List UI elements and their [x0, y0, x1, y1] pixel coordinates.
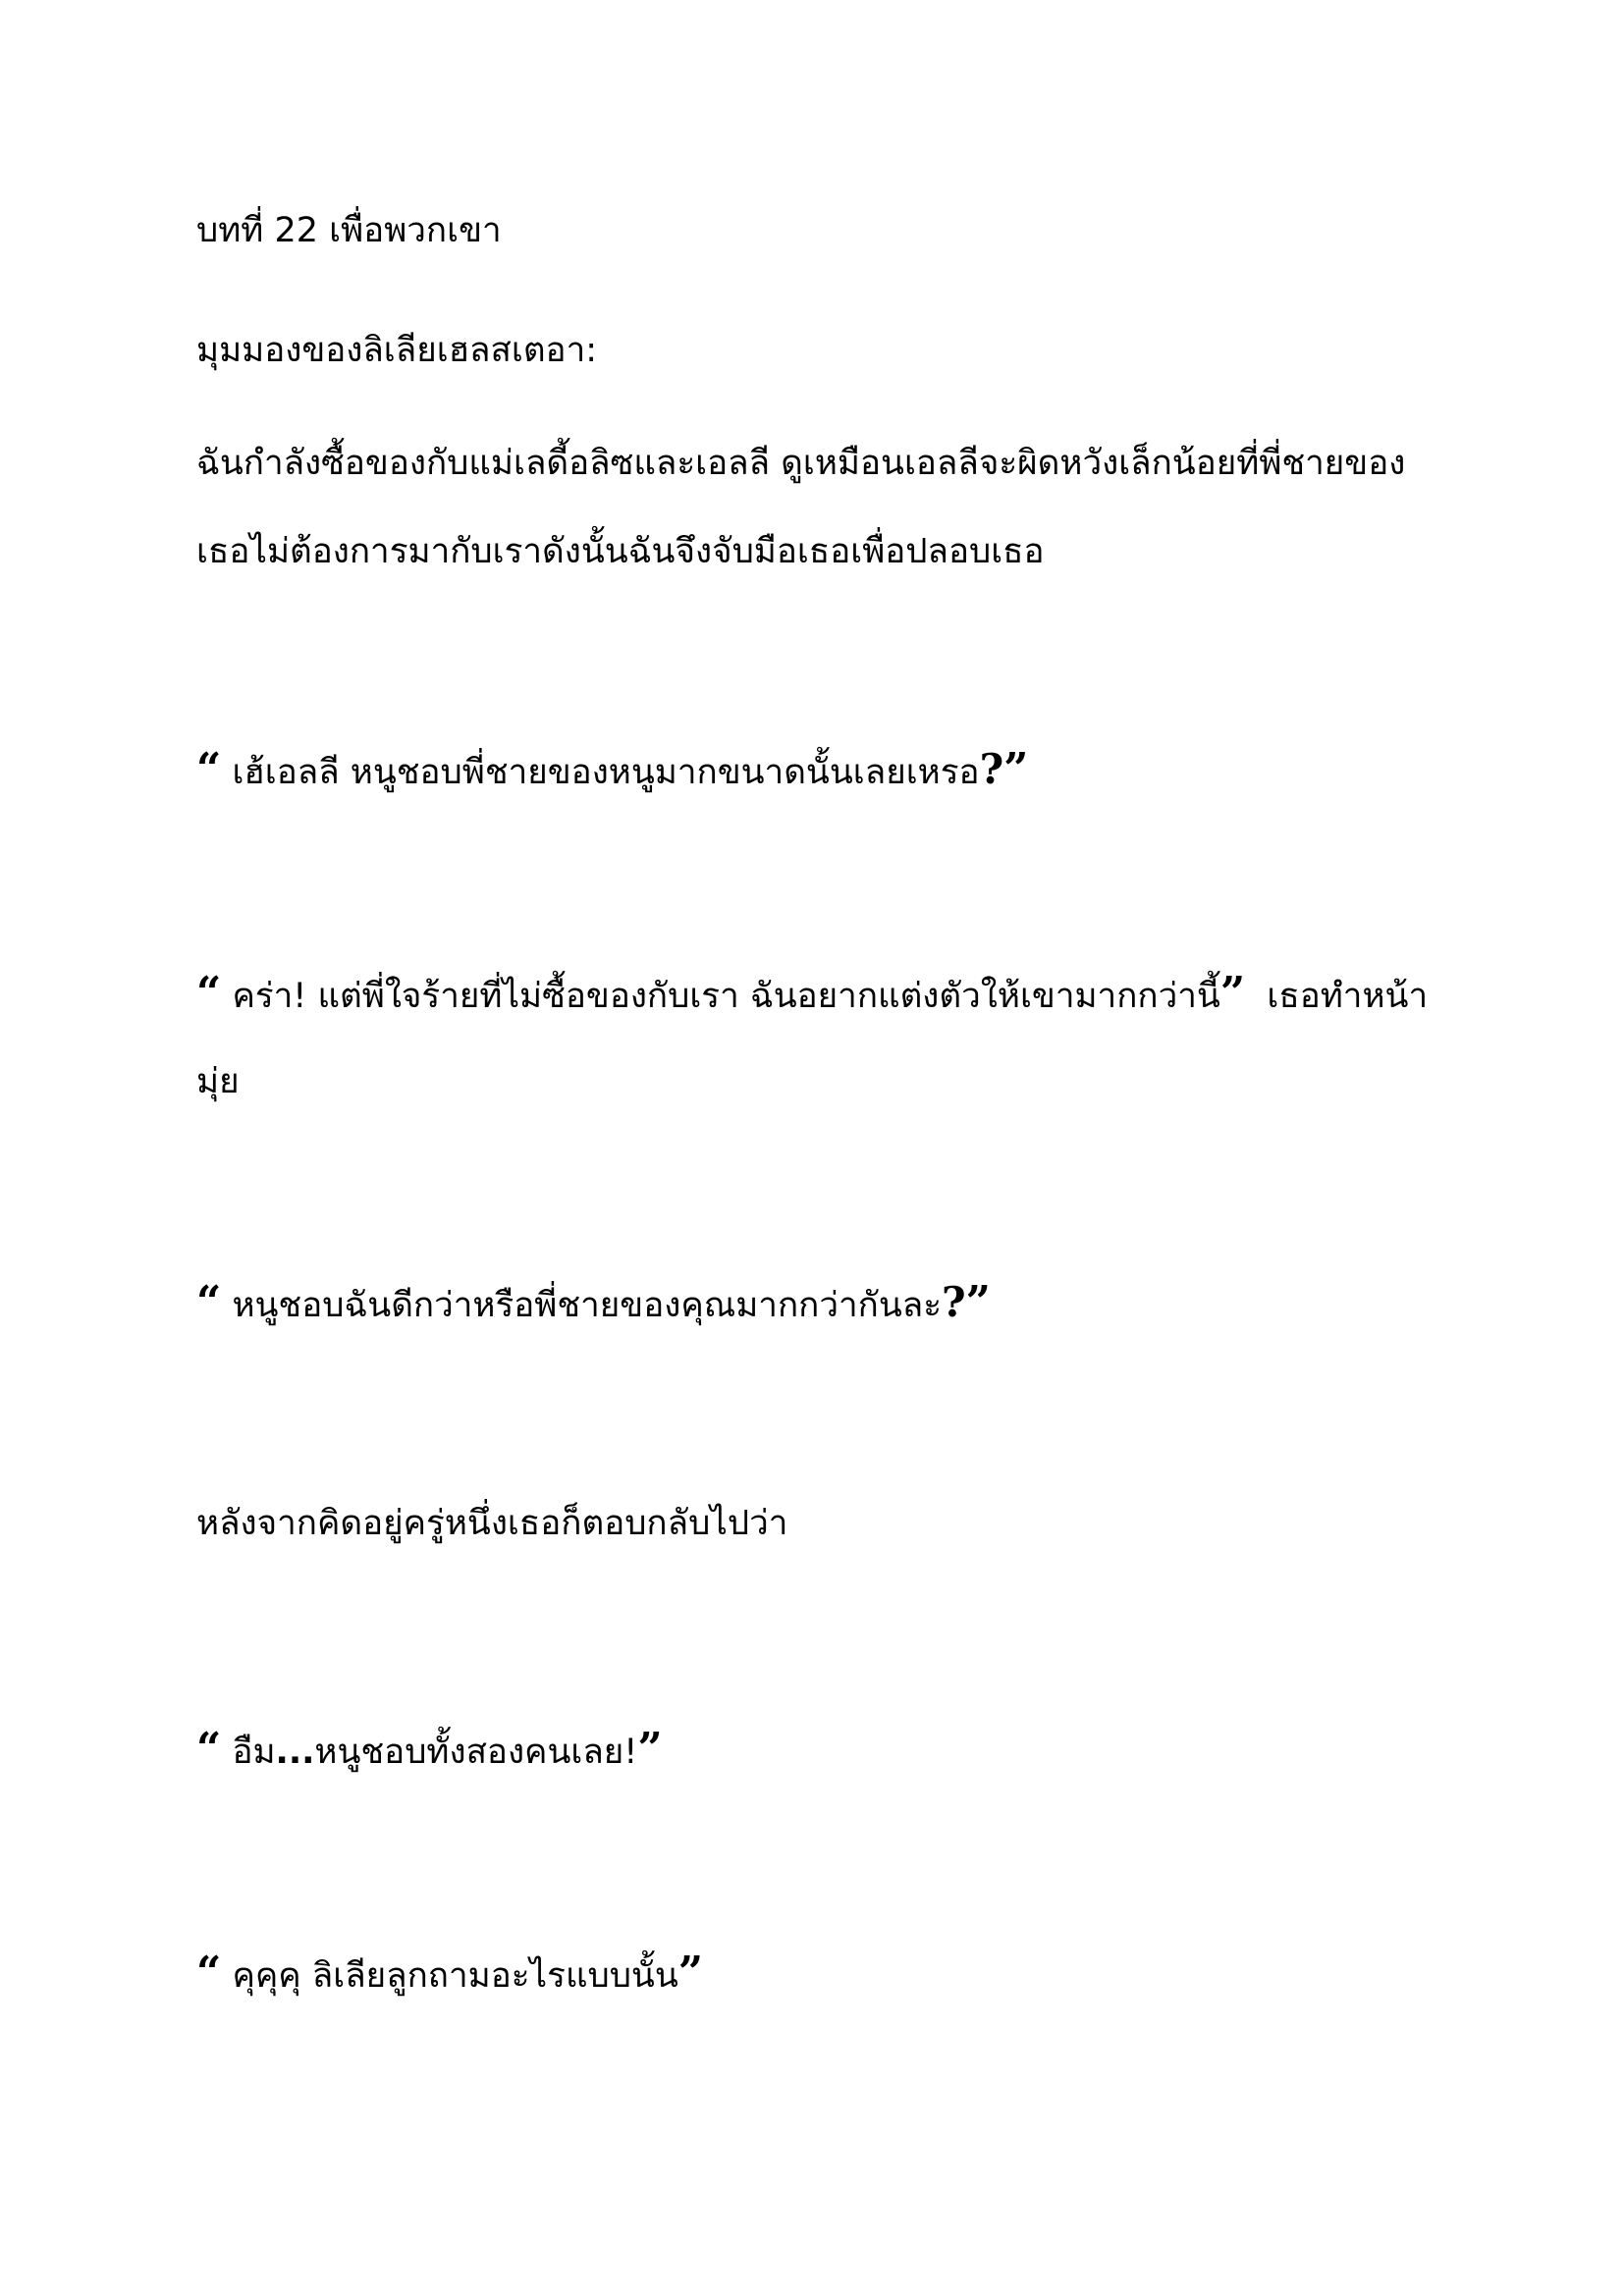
paragraph-line: ฉันกำลังซื้อของกับแม่เลดี้อลิซและเอลลี ดูเหมือนเอลลีจะผิดหวังเล็กน้อยที่พี่ชายของ [196, 444, 1406, 483]
close-quote: ” [965, 1277, 991, 1327]
dialogue-tail: เธอทำหน้า [1245, 977, 1429, 1016]
dialogue-text: คุคุคุ ลิเลียลูกถามอะไรแบบนั้น [221, 1956, 678, 1996]
open-quote: “ [196, 744, 222, 794]
dialogue-line [196, 1724, 663, 1774]
dialogue-line [196, 744, 1029, 794]
pov-heading: มุมมองของลิเลียเฮลสเตอา: [196, 331, 598, 370]
close-quote: ” [637, 1724, 663, 1774]
dialogue-text: อืม [221, 1733, 276, 1772]
dialogue-text: เฮ้เอลลี หนูชอบพี่ชายของหนูมากขนาดนั้นเลยเหรอ [221, 753, 980, 792]
close-quote: ” [1003, 744, 1029, 794]
narration-line: หลังจากคิดอยู่ครู่หนึ่งเธอก็ตอบกลับไปว่า [196, 1504, 788, 1543]
paragraph-line: มุ่ย [196, 1062, 240, 1101]
open-quote: “ [196, 1724, 222, 1774]
dialogue-text: คร่า! แต่พี่ใจร้ายที่ไม่ซื้อของกับเรา ฉันอยากแต่งตัวให้เขามากกว่านี้ [221, 977, 1220, 1016]
question-mark: ? [979, 745, 1004, 793]
open-quote: “ [196, 1948, 222, 1998]
dialogue-text: หนูชอบทั้งสองคนเลย! [314, 1733, 638, 1772]
open-quote: “ [196, 968, 222, 1018]
question-mark: ? [942, 1278, 966, 1326]
dialogue-line [196, 968, 1429, 1018]
close-quote: ” [1219, 968, 1246, 1018]
open-quote: “ [196, 1277, 222, 1327]
ellipsis: ... [275, 1733, 315, 1772]
close-quote: ” [677, 1948, 704, 1998]
dialogue-line [196, 1948, 704, 1998]
dialogue-line [196, 1277, 991, 1327]
dialogue-text: หนูชอบฉันดีกว่าหรือพี่ชายของคุณมากกว่ากันละ [221, 1286, 942, 1325]
chapter-title: บทที่ 22 เพื่อพวกเขา [196, 211, 502, 250]
paragraph-line: เธอไม่ต้องการมากับเราดังนั้นฉันจึงจับมือเธอเพื่อปลอบเธอ [196, 532, 1045, 571]
